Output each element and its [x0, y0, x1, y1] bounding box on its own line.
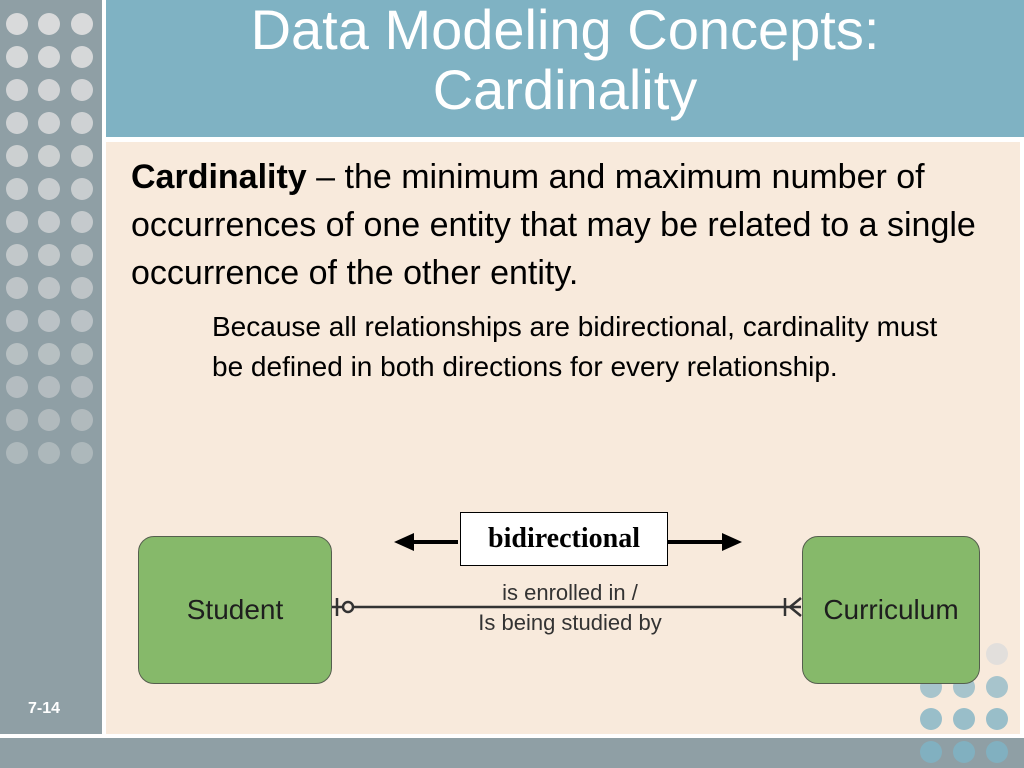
decorative-dot [6, 178, 28, 200]
decorative-dot [71, 112, 93, 134]
crowfoot-top [790, 598, 801, 607]
decorative-dot [38, 13, 60, 35]
decorative-dot [38, 244, 60, 266]
decorative-dot [920, 708, 942, 730]
decorative-dot [71, 46, 93, 68]
left-arrow-head [394, 533, 414, 551]
decorative-dot [71, 376, 93, 398]
entity-curriculum: Curriculum [802, 536, 980, 684]
decorative-dot [38, 277, 60, 299]
decorative-dot [71, 343, 93, 365]
decorative-dot [38, 79, 60, 101]
decorative-dot [71, 277, 93, 299]
decorative-dot [38, 343, 60, 365]
decorative-dot [6, 145, 28, 167]
decorative-dot [6, 13, 28, 35]
decorative-dot [71, 442, 93, 464]
decorative-dot [38, 376, 60, 398]
title-line-1: Data Modeling Concepts: [250, 0, 880, 61]
decorative-dot [986, 643, 1008, 665]
bidirectional-label-box: bidirectional [460, 512, 668, 566]
relationship-reverse-label: Is being studied by [478, 610, 662, 635]
decorative-dot [71, 178, 93, 200]
definition-term: Cardinality [131, 158, 307, 196]
right-arrow-head [722, 533, 742, 551]
decorative-dot [6, 79, 28, 101]
decorative-dot [6, 277, 28, 299]
decorative-dot [6, 211, 28, 233]
decorative-dot [71, 310, 93, 332]
decorative-dot [6, 310, 28, 332]
decorative-dot [953, 741, 975, 763]
decorative-dot [920, 741, 942, 763]
decorative-dot [71, 244, 93, 266]
note-paragraph: Because all relationships are bidirectional, cardinality must be defined in both directions for every relationship. [212, 311, 938, 382]
decorative-dot [71, 409, 93, 431]
decorative-dot [38, 145, 60, 167]
decorative-dot [38, 46, 60, 68]
decorative-dot [6, 409, 28, 431]
decorative-dot [38, 409, 60, 431]
student-zero-mark [343, 602, 353, 612]
decorative-dot [71, 79, 93, 101]
decorative-dot [953, 708, 975, 730]
decorative-dot [986, 741, 1008, 763]
decorative-dot [6, 442, 28, 464]
slide-number: 7-14 [28, 700, 61, 717]
decorative-dot [38, 211, 60, 233]
decorative-dot [38, 310, 60, 332]
decorative-dot [6, 112, 28, 134]
decorative-dot [38, 178, 60, 200]
decorative-dot [71, 145, 93, 167]
decorative-dot [6, 46, 28, 68]
decorative-dot [71, 211, 93, 233]
decorative-dot [38, 112, 60, 134]
title-line-2: Cardinality [432, 58, 698, 121]
relationship-forward-label: is enrolled in / [502, 580, 638, 605]
crowfoot-bottom [790, 607, 801, 616]
relationship-label [440, 578, 700, 638]
entity-student: Student [138, 536, 332, 684]
decorative-dot [71, 13, 93, 35]
decorative-dot [38, 442, 60, 464]
decorative-dot [986, 708, 1008, 730]
definition-text: – the minimum and maximum number of occurrences of one entity that may be related to a single occurrence of the other entity. [131, 158, 976, 292]
decorative-dot [6, 376, 28, 398]
decorative-dot [6, 343, 28, 365]
decorative-dot [986, 676, 1008, 698]
decorative-dot [6, 244, 28, 266]
